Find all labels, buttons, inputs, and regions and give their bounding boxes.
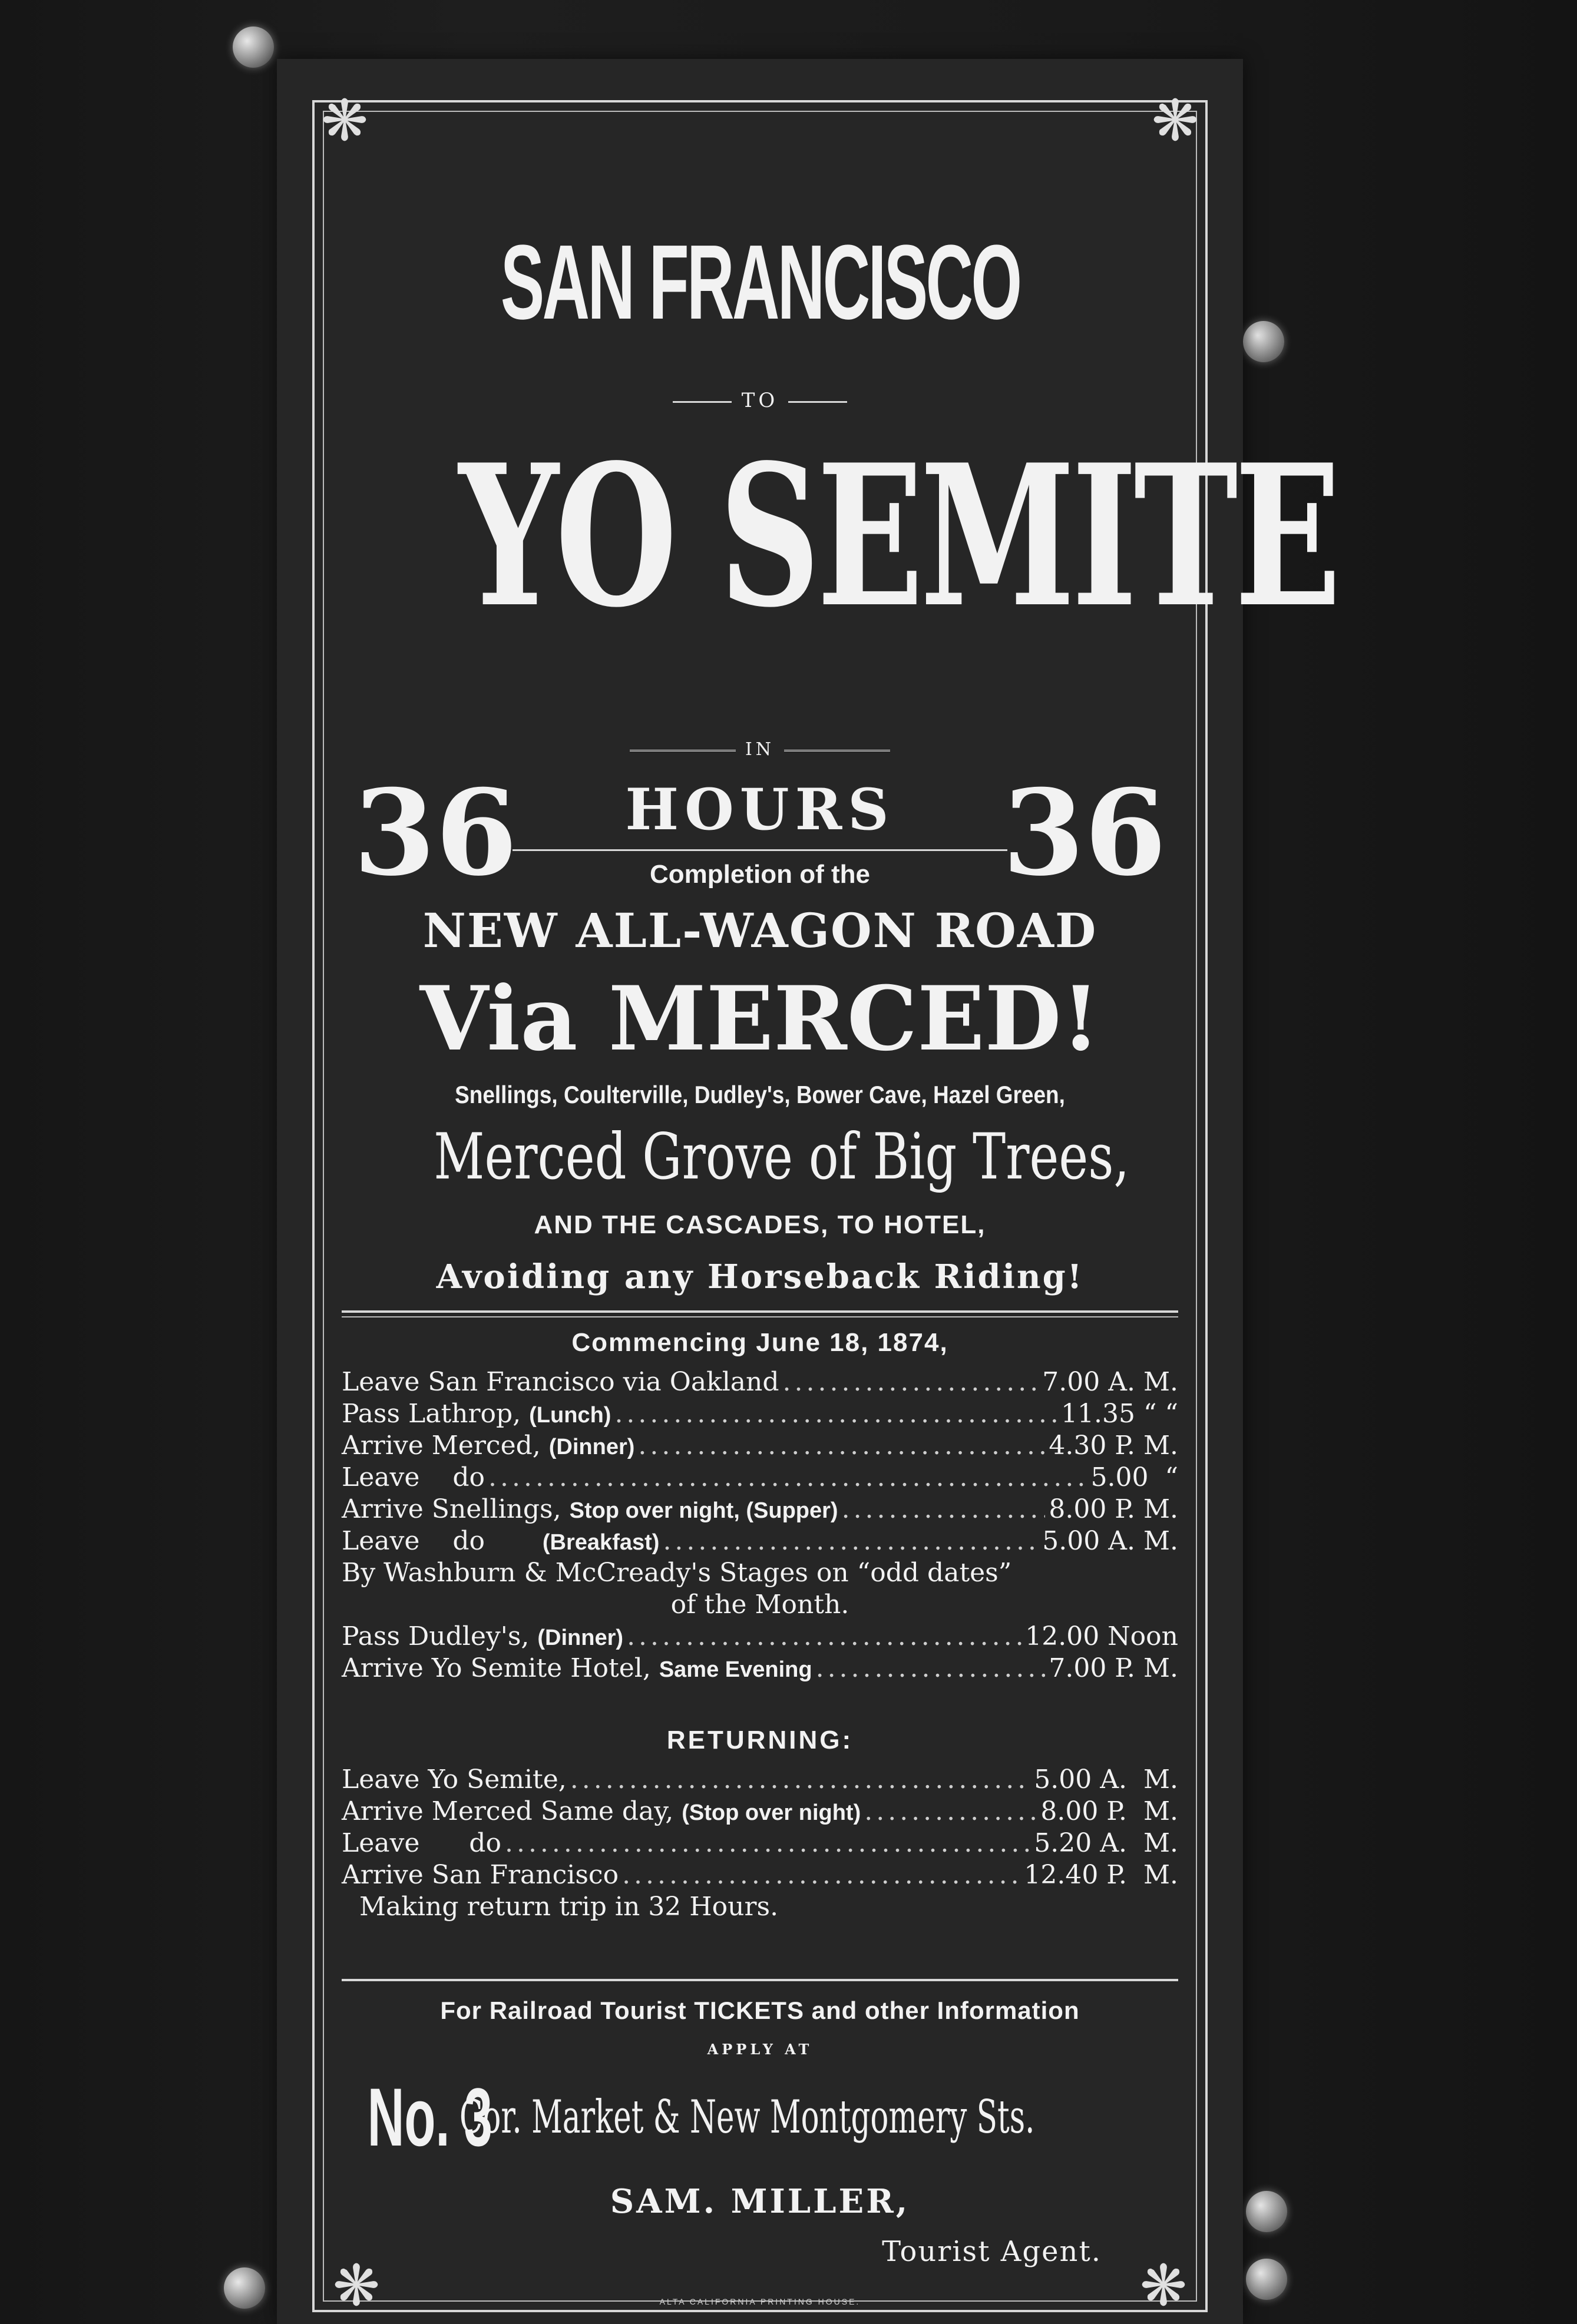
merced-grove-text: Merced Grove of Big Trees,: [434, 1120, 1130, 1194]
stop-label: Arrive Merced,: [342, 1431, 549, 1461]
stop-note: Same Evening: [659, 1657, 812, 1682]
leader-dots: [570, 1764, 1031, 1796]
leader-dots: [842, 1494, 1046, 1525]
stop-time: 7.00 A. M.: [1042, 1367, 1178, 1397]
divider-1b: [342, 1316, 1178, 1317]
office-address: Cor. Market & New Montgomery Sts.: [459, 2091, 1035, 2144]
stop-time: 7.00 P. M.: [1049, 1653, 1178, 1683]
ornament-top-left-icon: ❋: [320, 88, 369, 154]
stop-note: (Dinner): [537, 1626, 624, 1650]
apply-at-text: APPLY AT: [707, 2041, 813, 2058]
stop-note: (Dinner): [548, 1435, 635, 1459]
thumbtack-top-left-icon: [233, 27, 274, 68]
stop-label: Arrive Merced Same day,: [342, 1796, 682, 1826]
new-road-text: NEW ALL-WAGON ROAD: [422, 903, 1097, 958]
thumbtack-bottom-left-icon: [224, 2267, 265, 2309]
stop-label: Arrive San Francisco: [342, 1860, 619, 1890]
title-yo-semite: YO SEMITE: [458, 422, 1338, 650]
poster: [277, 59, 1338, 2324]
stop-label: Leave do: [342, 1526, 543, 1556]
stop-note: (Stop over night): [682, 1800, 861, 1825]
schedule-return: [342, 1764, 1178, 1923]
leader-dots: [638, 1430, 1045, 1462]
divider-1: [342, 1310, 1178, 1313]
stop-label: Pass Dudley's,: [342, 1621, 538, 1651]
stop-label: Arrive Yo Semite Hotel,: [342, 1653, 659, 1683]
tickets-text: For Railroad Tourist TICKETS and other Information: [440, 1997, 1080, 2024]
thumbtack-right-upper-icon: [1243, 321, 1284, 362]
schedule-row: [342, 1859, 1178, 1891]
stop-time: 5.00 “: [1090, 1462, 1178, 1492]
leader-dots: [783, 1366, 1039, 1398]
stop-note: (Breakfast): [542, 1530, 660, 1555]
to-text: TO: [741, 389, 779, 412]
leader-dots: [505, 1828, 1030, 1859]
stop-note: (Lunch): [529, 1403, 611, 1428]
printer-credit: ALTA CALIFORNIA PRINTING HOUSE.: [659, 2297, 861, 2306]
leader-dots: [663, 1525, 1039, 1557]
schedule-row: [342, 1796, 1178, 1828]
completion-text: Completion of the: [650, 860, 870, 889]
schedule-row: [342, 1462, 1178, 1494]
leader-dots: [488, 1462, 1087, 1494]
schedule-row: [342, 1430, 1178, 1462]
stage-note-line1: By Washburn & McCready's Stages on “odd dates”: [342, 1558, 1012, 1588]
stop-label: Leave do: [342, 1828, 501, 1858]
stop-time: 12.40 P. M.: [1024, 1860, 1178, 1890]
agent-title: Tourist Agent.: [882, 2235, 1102, 2268]
returning-heading: RETURNING:: [666, 1726, 854, 1754]
return-note: Making return trip in 32 Hours.: [359, 1892, 779, 1922]
via-merced-text: Via MERCED!: [419, 967, 1100, 1071]
stop-note: Stop over night, (Supper): [569, 1498, 838, 1523]
stop-time: 8.00 P. M.: [1040, 1796, 1178, 1826]
stop-label: Leave do: [342, 1462, 485, 1492]
thumbtack-right-lower-icon: [1246, 2191, 1287, 2232]
schedule-row: [342, 1525, 1178, 1557]
stop-label: Leave Yo Semite,: [342, 1764, 567, 1795]
thumbtack-bottom-right-icon: [1246, 2259, 1287, 2300]
stops-text: Snellings, Coulterville, Dudley's, Bower Cave, Hazel Green,: [455, 1081, 1065, 1108]
leader-dots: [622, 1859, 1020, 1891]
stop-time: 4.30 P. M.: [1049, 1431, 1178, 1461]
hours-rule: [513, 849, 1007, 851]
schedule-row: [342, 1494, 1178, 1525]
schedule-row: [342, 1366, 1178, 1398]
avoiding-text: Avoiding any Horseback Riding!: [436, 1257, 1084, 1296]
schedule-row: [342, 1828, 1178, 1859]
ornament-bottom-right-icon: ❋: [1139, 2253, 1188, 2319]
stop-time: 5.20 A. M.: [1034, 1828, 1178, 1858]
stop-time: 5.00 A. M.: [1034, 1764, 1178, 1795]
in-text: IN: [745, 739, 775, 760]
schedule-row: [342, 1764, 1178, 1796]
agent-name: SAM. MILLER,: [610, 2182, 910, 2221]
stop-time: 12.00 Noon: [1025, 1621, 1178, 1651]
leader-dots: [864, 1796, 1037, 1828]
office-number: No. 3: [367, 2071, 492, 2163]
schedule-row: [342, 1398, 1178, 1430]
schedule-outbound: [342, 1366, 1178, 1684]
leader-dots: [614, 1398, 1057, 1430]
leader-dots: [816, 1653, 1046, 1684]
in-label: [342, 739, 1178, 760]
ornament-bottom-left-icon: ❋: [332, 2253, 381, 2319]
to-label: [342, 389, 1178, 412]
stop-time: 8.00 P. M.: [1049, 1494, 1178, 1524]
poster-content: [342, 124, 1338, 2289]
stop-label: Leave San Francisco via Oakland: [342, 1367, 779, 1397]
schedule-row: [342, 1621, 1178, 1653]
schedule-row: [342, 1653, 1178, 1684]
commencing-text: Commencing June 18, 1874,: [571, 1328, 948, 1357]
stop-time: 5.00 A. M.: [1042, 1526, 1178, 1556]
ornament-top-right-icon: ❋: [1151, 88, 1199, 154]
stage-note-line2: of the Month.: [670, 1590, 849, 1620]
cascades-text: AND THE CASCADES, TO HOTEL,: [534, 1210, 986, 1239]
divider-2: [342, 1979, 1178, 1981]
stop-label: Pass Lathrop,: [342, 1399, 530, 1429]
stop-label: Arrive Snellings,: [342, 1494, 570, 1524]
hours-number-left: 36: [353, 764, 518, 902]
leader-dots: [627, 1621, 1021, 1653]
hours-number-right: 36: [1002, 764, 1166, 902]
title-san-francisco: SAN FRANCISCO: [500, 223, 1020, 342]
stop-time: 11.35 “ “: [1061, 1399, 1178, 1429]
hours-text: HOURS: [625, 776, 895, 843]
